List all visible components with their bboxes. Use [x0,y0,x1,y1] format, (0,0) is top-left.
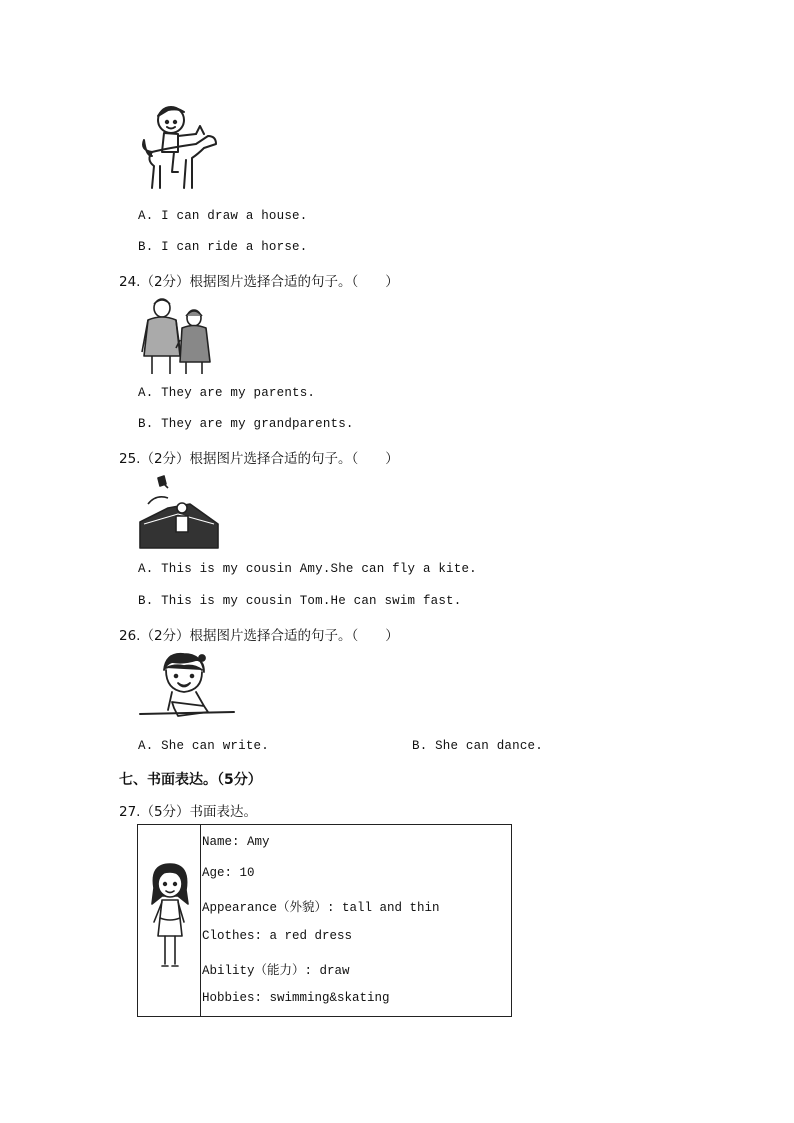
q23-option-a[interactable]: A. I can draw a house. [138,209,308,223]
q24-option-a[interactable]: A. They are my parents. [138,386,316,400]
q26-option-a[interactable]: A. She can write. [138,739,269,753]
profile-hobbies: Hobbies: swimming&skating [202,991,390,1005]
profile-clothes: Clothes: a red dress [202,929,353,943]
girl-writing-icon [138,650,236,724]
elderly-couple-icon [140,296,214,376]
q26-option-b[interactable]: B. She can dance. [412,739,543,753]
q25-option-a[interactable]: A. This is my cousin Amy.She can fly a kite. [138,562,477,576]
q25-stem: 25.（2分）根据图片选择合适的句子。（ ） [119,451,399,467]
q26-stem: 26.（2分）根据图片选择合适的句子。（ ） [119,628,399,644]
q23-option-b[interactable]: B. I can ride a horse. [138,240,308,254]
q24-option-b[interactable]: B. They are my grandparents. [138,417,354,431]
section-title: 七、书面表达。（5分） [119,772,262,788]
girl-standing-icon [140,860,198,978]
profile-appearance: Appearance（外貌）: tall and thin [202,901,440,915]
q25-option-b[interactable]: B. This is my cousin Tom.He can swim fast. [138,594,462,608]
profile-ability: Ability（能力）: draw [202,964,350,978]
boy-riding-horse-icon [138,100,220,194]
kite-over-house-icon [138,474,220,550]
profile-info-cell [201,825,512,1017]
q24-stem: 24.（2分）根据图片选择合适的句子。（ ） [119,274,399,290]
profile-name: Name: Amy [202,835,270,849]
q27-stem: 27.（5分）书面表达。 [119,804,258,820]
profile-age: Age: 10 [202,866,255,880]
